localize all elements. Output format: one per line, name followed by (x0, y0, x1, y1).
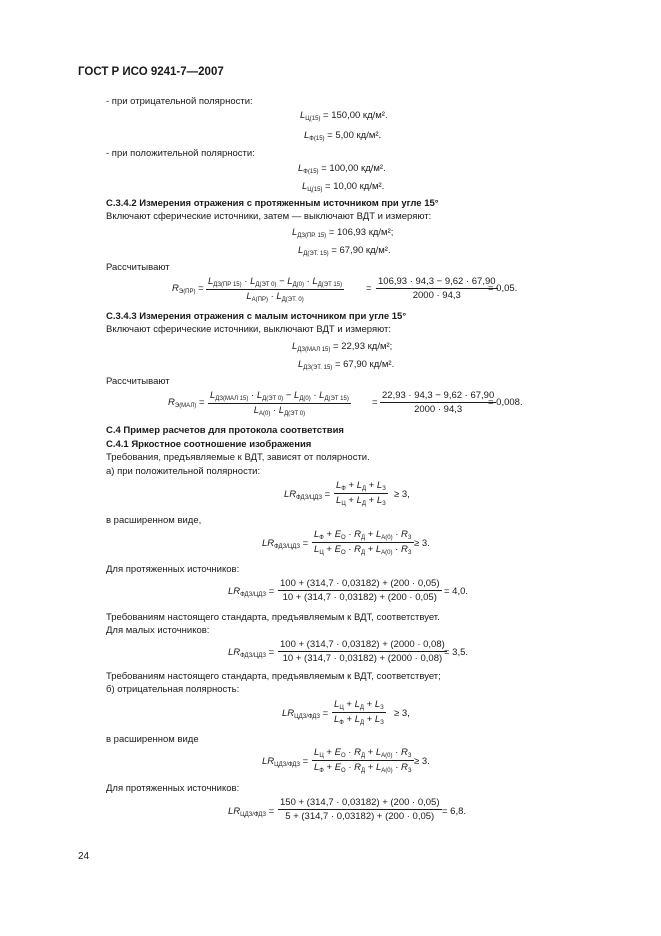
formula-l-c15: $L_{Ц(15)} = 150,00$ кд/м². (300, 110, 388, 122)
requirement-2: Требованиям настоящего стандарта, предъявляемым к ВДТ, соответствует; (106, 671, 441, 682)
formula-lr1-ge: ≥ 3, (394, 489, 410, 500)
item-a: а) при положительной полярности: (106, 466, 261, 477)
formula-l-dz-mal: $L_{ДЗ(МАЛ 15)} = 22,93$ кд/м²; (292, 341, 393, 353)
requirement-1: Требованиям настоящего стандарта, предъявляемым к ВДТ, соответствует. (106, 612, 440, 623)
equals-sign: = (372, 397, 378, 408)
formula-lr4-result: = 3,5. (444, 647, 469, 658)
formula-lr6-ge: ≥ 3. (414, 756, 430, 767)
formula-lr7-frac: 150 + (314,7 · 0,03182) + (200 · 0,05) 5 + (314,7 · 0,03182) + (200 · 0,05) (280, 797, 440, 822)
formula-l-d-et: $L_{Д(ЭТ. 15)} = 67,90$ кд/м². (298, 245, 391, 257)
extended-label-2: в расширенном виде (106, 734, 199, 745)
formula-lr2-lhs: $LR_{ФДЗ/ЦДЗ}$ = (262, 538, 309, 550)
equals-sign: = (366, 283, 372, 294)
formula-lr3-lhs: $LR_{ФДЗ/ЦДЗ}$ = (228, 586, 275, 598)
formula-lr2-frac: $L_Ф + E_O \cdot R_Д + L_{А(0)} \cdot R_З$ $L_Ц + E_O \cdot R_Д + L_{А(0)} \cdot R_З$ (314, 529, 412, 556)
extended-src-label-2: Для протяженных источников: (106, 783, 240, 794)
extended-src-label: Для протяженных источников: (106, 564, 240, 575)
formula-l-c15b: $L_{Ц(15)} = 10,00$ кд/м². (302, 181, 385, 193)
formula-r-mal-result: = 0,008. (488, 397, 523, 408)
formula-lr1-lhs: $LR_{ФДЗ/ЦДЗ}$ = (284, 489, 331, 501)
calc-label-1: Рассчитывают (106, 262, 170, 273)
section-title-c342: С.3.4.2 Измерения отражения с протяженным источником при угле 15° (106, 198, 439, 209)
formula-r-pr-result: = 0,05. (488, 283, 518, 294)
formula-lr6-lhs: $LR_{ЦДЗ/ФДЗ}$ = (262, 756, 309, 768)
formula-lr3-frac: 100 + (314,7 · 0,03182) + (200 · 0,05) 10 + (314,7 · 0,03182) + (200 · 0,05) (280, 578, 440, 603)
neg-polarity-label: - при отрицательной полярности: (106, 96, 253, 107)
formula-lr3-result: = 4,0. (444, 586, 469, 597)
formula-l-f15: $L_{Ф(15)} = 5,00$ кд/м². (304, 130, 382, 142)
formula-r-pr-frac-symbolic: $L_{ДЗ(ПР 15)} \cdot L_{Д(ЭТ 0)} - L_{Д(0)} \cdot L_{Д(ЭТ 15)}$ $L_{А(ПР)} \cdot L_{Д(ЭТ. 0)}$ (208, 276, 343, 303)
formula-r-mal-frac-symbolic: $L_{ДЗ(МАЛ 15)} \cdot L_{Д(ЭТ 0)} - L_{Д(0)} \cdot L_{Д(ЭТ 15)}$ $L_{А(0)} \cdot L_{Д(ЭТ 0)}$ (210, 390, 349, 417)
calc-label-2: Рассчитывают (106, 376, 170, 387)
section-text-c343: Включают сферические источники, выключают ВДТ и измеряют: (106, 324, 392, 335)
formula-lr1-frac: $L_Ф + L_Д + L_З$ $L_Ц + L_Д + L_З$ (336, 480, 386, 507)
formula-lr6-frac: $L_Ц + E_O \cdot R_Д + L_{А(0)} \cdot R_З$ $L_Ф + E_O \cdot R_Д + L_{А(0)} \cdot R_З$ (314, 747, 412, 774)
section-text-c342: Включают сферические источники, затем — выключают ВДТ и измеряют: (106, 211, 432, 222)
formula-r-pr-lhs: $R_{Э(ПР)}$ = (172, 283, 204, 295)
section-title-c343: С.3.4.3 Измерения отражения с малым источником при угле 15° (106, 311, 407, 322)
formula-l-f15b: $L_{Ф(15)} = 100,00$ кд/м². (298, 163, 386, 175)
item-b: б) отрицательная полярность: (106, 684, 240, 695)
formula-lr4-lhs: $LR_{ФДЗ/ЦДЗ}$ = (228, 647, 275, 659)
formula-l-dz-pr: $L_{ДЗ(ПР. 15)} = 106,93$ кд/м²; (292, 227, 394, 239)
formula-lr4-frac: 100 + (314,7 · 0,03182) + (2000 · 0,08) 10 + (314,7 · 0,03182) + (2000 · 0,08) (280, 639, 445, 664)
pos-polarity-label: - при положительной полярности: (106, 148, 255, 159)
formula-lr5-ge: ≥ 3, (394, 708, 410, 719)
formula-lr5-frac: $L_Ц + L_Д + L_З$ $L_Ф + L_Д + L_З$ (334, 699, 384, 726)
formula-r-mal-frac-numeric: 22,93 · 94,3 − 9,62 · 67,90 2000 · 94,3 (382, 390, 495, 415)
formula-lr5-lhs: $LR_{ЦДЗ/ФДЗ}$ = (282, 708, 329, 720)
formula-r-mal-lhs: $R_{Э(МАЛ)}$ = (168, 397, 205, 409)
section-title-c41: С.4.1 Яркостное соотношение изображения (106, 439, 312, 450)
page-number: 24 (78, 851, 90, 862)
formula-lr7-result: = 6,8. (442, 806, 467, 817)
section-text-c41: Требования, предъявляемые к ВДТ, зависят от полярности. (106, 452, 370, 463)
section-title-c4: С.4 Пример расчетов для протокола соответствия (106, 425, 344, 436)
small-src-label: Для малых источников: (106, 625, 210, 636)
page-header: ГОСТ Р ИСО 9241-7—2007 (78, 66, 224, 78)
extended-label-1: в расширенном виде, (106, 515, 202, 526)
formula-l-dz-et: $L_{ДЗ(ЭТ. 15)} = 67,90$ кд/м². (298, 359, 395, 371)
formula-r-pr-frac-numeric: 106,93 · 94,3 − 9,62 · 67,90 2000 · 94,3 (378, 276, 496, 301)
formula-lr7-lhs: $LR_{ЦДЗ/ФДЗ}$ = (228, 806, 275, 818)
formula-lr2-ge: ≥ 3. (414, 538, 430, 549)
